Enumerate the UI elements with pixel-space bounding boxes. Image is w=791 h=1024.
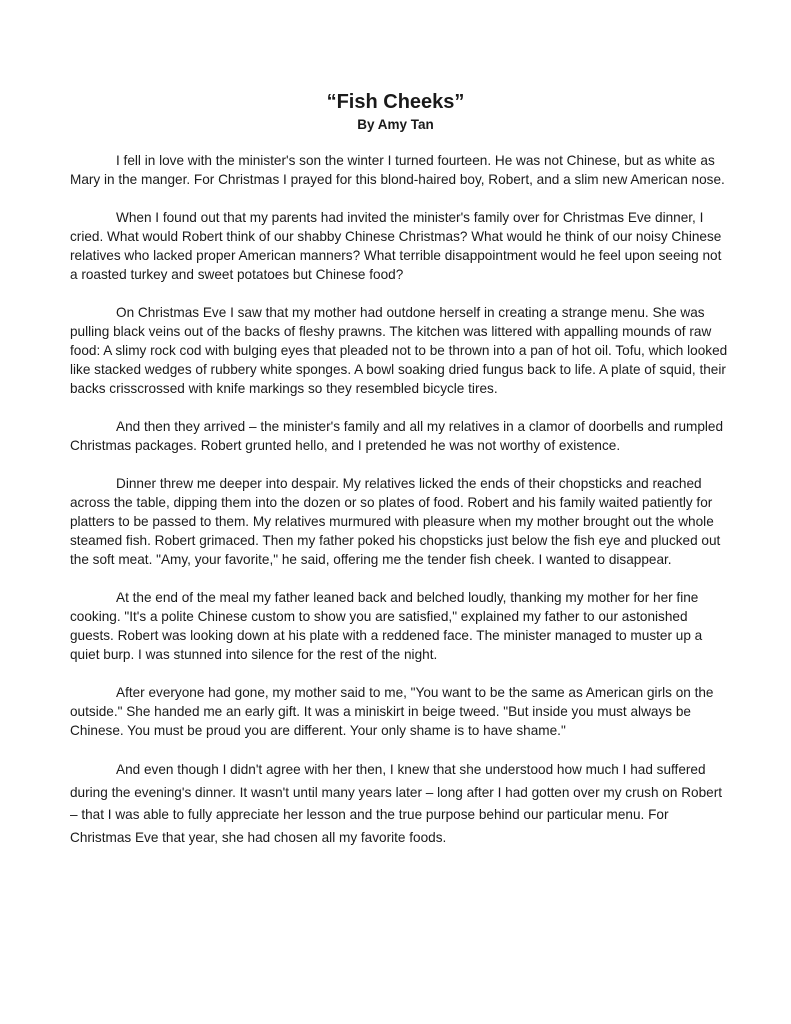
paragraph-8: And even though I didn't agree with her then, I knew that she understood how much I had suffered during the evening's dinner. It wasn't until many years later – long after I had gotten over my crush on Robert – that I was able to fully appreciate her lesson and the true purpose behind our particular menu. For Christmas Eve that year, she had chosen all my favorite foods. — [70, 762, 723, 845]
document-title: “Fish Cheeks” — [326, 91, 465, 113]
paragraph-1: I fell in love with the minister's son the winter I turned fourteen. He was not Chinese, but as white as Mary in the manger. For Christmas I prayed for this blond-haired boy, Robert, and a slim new American nose. — [70, 153, 725, 187]
paragraph-2: When I found out that my parents had invited the minister's family over for Christmas Eve dinner, I cried. What would Robert think of our shabby Chinese Christmas? What would he think of our noisy Chinese relatives who lacked proper American manners? What terrible disappointment would he feel upon seeing not a roasted turkey and sweet potatoes but Chinese food? — [70, 210, 722, 282]
paragraph-3: On Christmas Eve I saw that my mother had outdone herself in creating a strange menu. She was pulling black veins out of the backs of fleshy prawns. The kitchen was littered with appalling mounds of raw food: A slimy rock cod with bulging eyes that pleaded not to be thrown into a pan of hot oil. Tofu, which looked like stacked wedges of rubbery white sponges. A bowl soaking dried fungus back to life. A plate of squid, their backs crisscrossed with knife markings so they resembled bicycle tires. — [70, 305, 728, 396]
document-byline: By Amy Tan — [357, 117, 434, 132]
paragraph-7: After everyone had gone, my mother said to me, "You want to be the same as American girls on the outside." She handed me an early gift. It was a miniskirt in beige tweed. "But inside you must always be Chinese. You must be proud you are different. Your only shame is to have shame." — [70, 685, 714, 738]
paragraph-5: Dinner threw me deeper into despair. My relatives licked the ends of their chopsticks and reached across the table, dipping them into the dozen or so plates of food. Robert and his family waited patiently for platters to be passed to them. My relatives murmured with pleasure when my mother brought out the whole steamed fish. Robert grimaced. Then my father poked his chopsticks just below the fish eye and plucked out the soft meat. "Amy, your favorite," he said, offering me the tender fish cheek. I wanted to disappear. — [70, 476, 721, 567]
document-body — [70, 151, 730, 868]
paragraph-6: At the end of the meal my father leaned back and belched loudly, thanking my mother for her fine cooking. "It's a polite Chinese custom to show you are satisfied," explained my father to our astonished guests. Robert was looking down at his plate with a reddened face. The minister managed to muster up a quiet burp. I was stunned into silence for the rest of the night. — [70, 590, 703, 662]
paragraph-4: And then they arrived – the minister's family and all my relatives in a clamor of doorbells and rumpled Christmas packages. Robert grunted hello, and I pretended he was not worthy of existence. — [70, 419, 724, 453]
